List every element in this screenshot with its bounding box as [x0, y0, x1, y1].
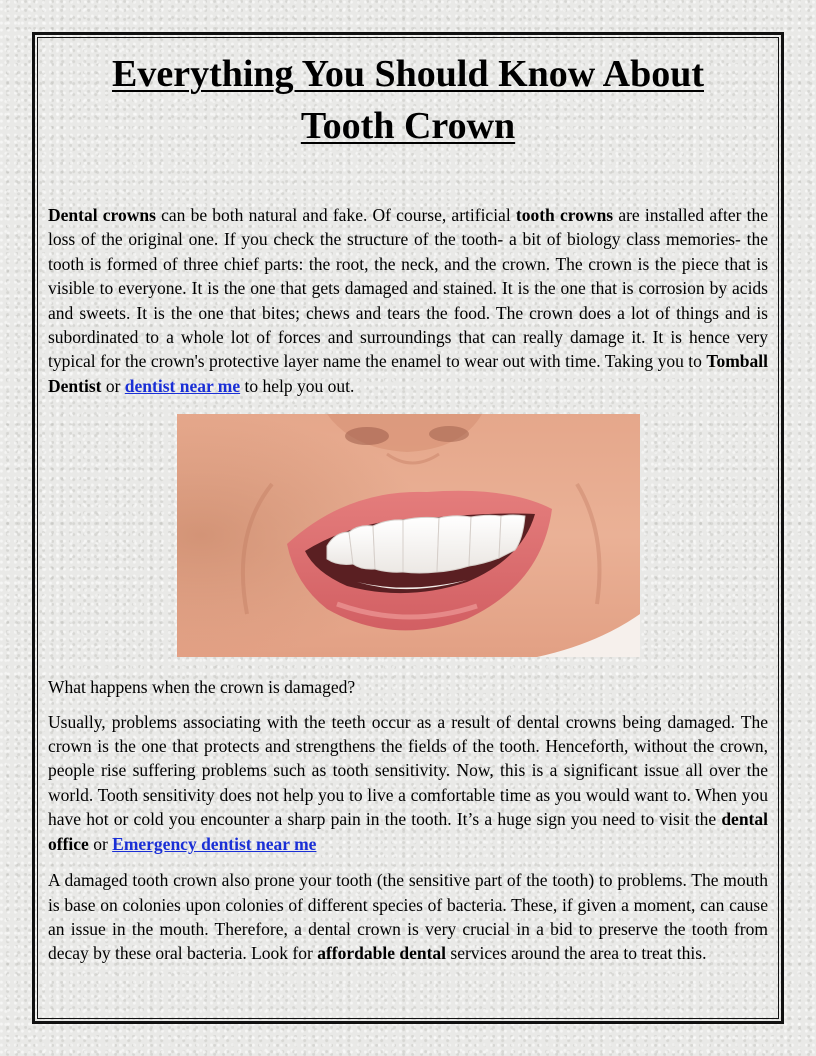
bacteria-text-1: A damaged tooth crown also prone your tooth (the sensitive part of the tooth) to problems. The mouth is base on colonies upon colonies of different species of bacteria. These, if given a moment, can cause an issue in the mouth. Therefore, a dental crown is very crucial in a bid to preserve the tooth from decay by these oral bacteria. Look for — [48, 870, 768, 964]
bold-affordable-dental: affordable dental — [317, 943, 447, 964]
damage-text-1: Usually, problems associating with the teeth occur as a result of dental crowns being damaged. The crown is the one that protects and strengthens the fields of the tooth. Henceforth, without the crown, people rise suffering problems such as tooth sensitivity. Now, this is a significant issue all over the world. Tooth sensitivity does not help you to live a comfortable time as you would want to. When you have hot or cold you encounter a sharp pain in the tooth. It’s a huge sign you need to visit the — [48, 711, 768, 830]
intro-text-2: are installed after the loss of the original one. If you check the structure of the tooth- a bit of biology class memories- the tooth is formed of three chief parts: the root, the neck, and the crown. The crown is the piece that is visible to everyone. It is the one that gets damaged and stained. It is the one that is corrosion by acids and sweets. It is the one that bites; chews and tears the food. The crown does a lot of things and is subordinated to a whole lot of forces and surroundings that can really damage it. It is hence very typical for the crown's protective layer name the enamel to wear out with time. Taking you to — [48, 205, 768, 372]
bacteria-paragraph — [48, 868, 768, 966]
intro-paragraph — [48, 203, 768, 398]
bacteria-text-2: services around the area to treat this. — [446, 943, 707, 964]
intro-text-3: or — [101, 375, 125, 396]
bold-dental-crowns: Dental crowns — [48, 205, 156, 225]
emergency-dentist-link[interactable]: Emergency dentist near me — [112, 833, 317, 854]
smile-photo — [177, 414, 640, 657]
dentist-near-me-link[interactable]: dentist near me — [124, 375, 241, 396]
bold-tomball-dentist: Tomball Dentist — [48, 351, 768, 396]
page-title — [40, 48, 776, 152]
title-line-2: Tooth Crown — [300, 105, 516, 147]
title-line-1: Everything You Should Know About — [111, 53, 704, 95]
intro-text-4: to help you out. — [240, 375, 355, 396]
bold-dental-office: dental office — [48, 809, 768, 854]
damage-text-2: or — [88, 833, 113, 854]
article-body — [48, 203, 768, 966]
damage-paragraph — [48, 710, 768, 856]
intro-text-1: can be both natural and fake. Of course, artificial — [155, 205, 516, 225]
section-question: What happens when the crown is damaged? — [48, 677, 356, 698]
bold-tooth-crowns: tooth crowns — [515, 205, 614, 225]
